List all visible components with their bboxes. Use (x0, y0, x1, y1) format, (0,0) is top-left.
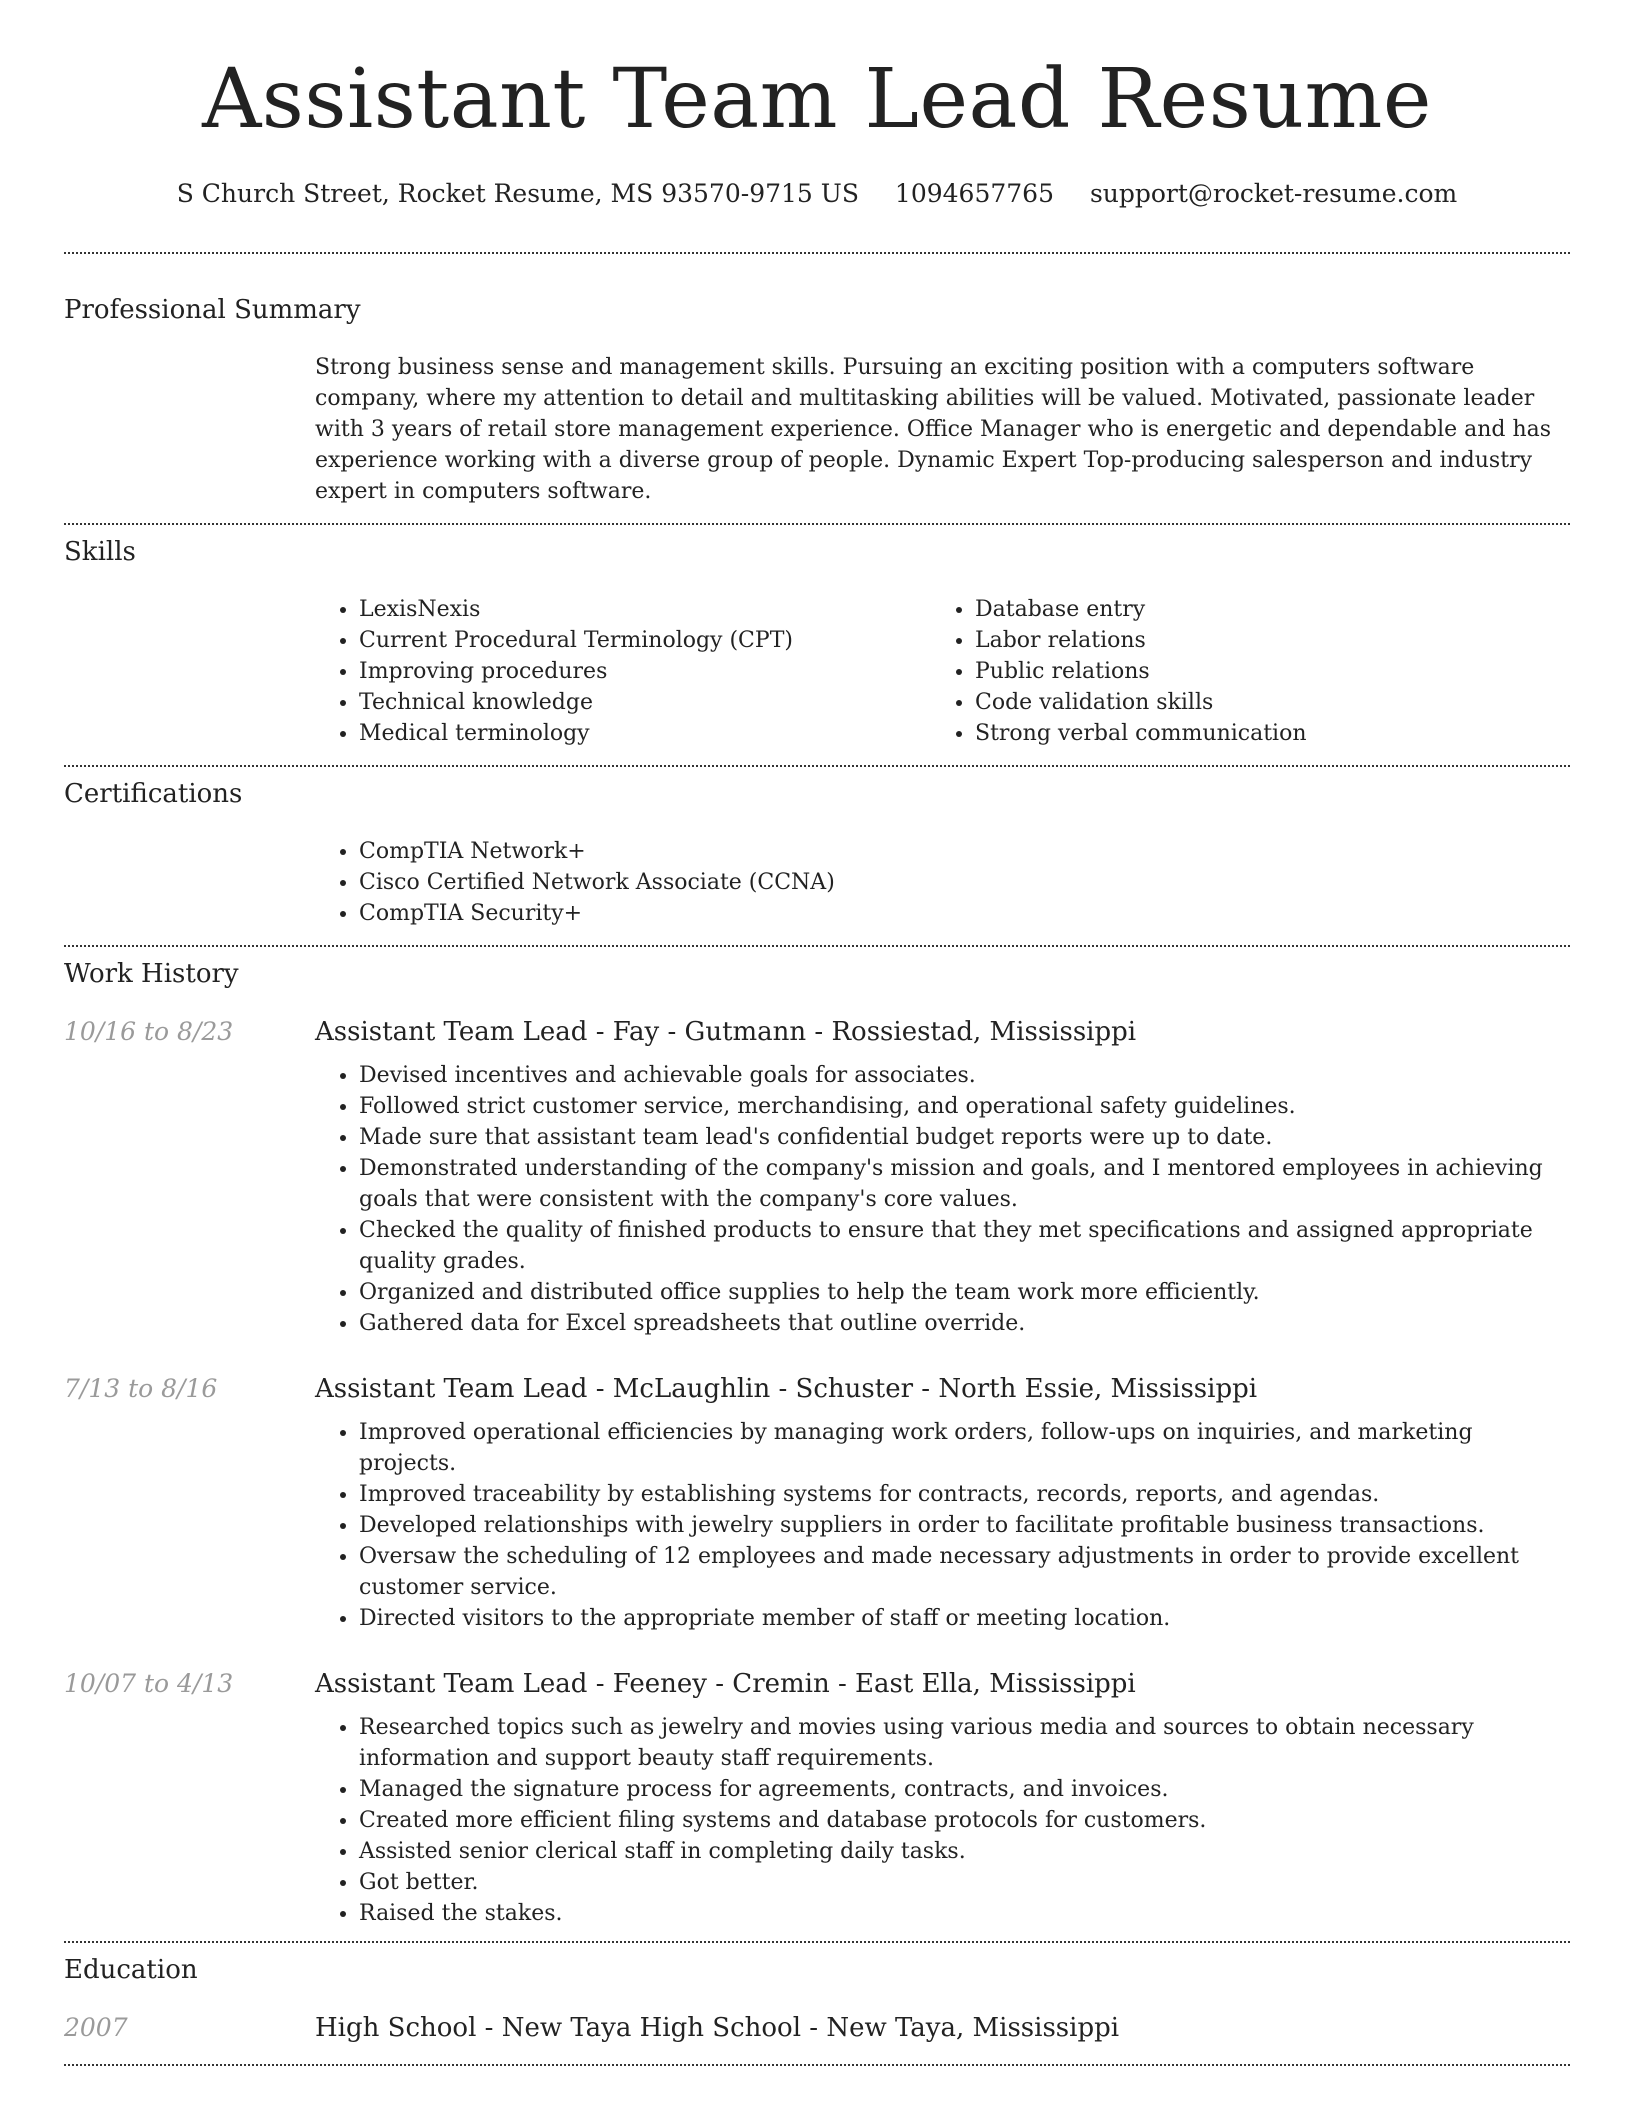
list-item: • Current Procedural Terminology (CPT) (359, 625, 931, 656)
education-title: High School - New Taya High School - New Taya, Mississippi (315, 2013, 1120, 2043)
list-item: • Gathered data for Excel spreadsheets that outline override. (359, 1308, 1565, 1339)
list-item: • Created more efficient filing systems and database protocols for customers. (359, 1805, 1565, 1836)
list-item: • Code validation skills (975, 687, 1547, 718)
contact-email: support@rocket-resume.com (1089, 179, 1458, 208)
skills-grid (315, 594, 1565, 765)
section-heading-skills: Skills (64, 537, 136, 567)
skills-column-left (315, 594, 931, 749)
list-item: • Researched topics such as jewelry and movies using various media and sources to obtain necessary information and support beauty staff requirements. (359, 1712, 1565, 1774)
job-header (64, 1373, 1570, 1405)
skills-list-left (315, 594, 931, 749)
section-skills (64, 525, 1570, 765)
resume-title: Assistant Team Lead Resume (202, 52, 1432, 147)
job-title: Assistant Team Lead - Fay - Gutmann - Rossiestad, Mississippi (315, 1017, 1137, 1047)
list-item: • Technical knowledge (359, 687, 931, 718)
list-item: • Oversaw the scheduling of 12 employees and made necessary adjustments in order to provide excellent customer service. (359, 1541, 1565, 1603)
certifications-list (315, 836, 1565, 929)
section-professional-summary (64, 254, 1570, 523)
list-item: • Demonstrated understanding of the company's mission and goals, and I mentored employees in achieving goals that were consistent with the company's core values. (359, 1153, 1565, 1215)
job-bullets (315, 1712, 1565, 1929)
job-title: Assistant Team Lead - McLaughlin - Schuster - North Essie, Mississippi (315, 1374, 1258, 1404)
list-item: • Organized and distributed office supplies to help the team work more efficiently. (359, 1277, 1565, 1308)
list-item: • Improving procedures (359, 656, 931, 687)
skills-list-right (931, 594, 1547, 749)
list-item: • Devised incentives and achievable goals for associates. (359, 1060, 1565, 1091)
list-item: • Got better. (359, 1867, 1565, 1898)
education-entry (64, 2012, 1570, 2064)
list-item: • Directed visitors to the appropriate member of staff or meeting location. (359, 1603, 1565, 1634)
job-dates: 10/07 to 4/13 (64, 1669, 234, 1698)
list-item: • CompTIA Network+ (359, 836, 1565, 867)
list-item: • Database entry (975, 594, 1547, 625)
resume-page (64, 0, 1570, 2066)
list-item: • Cisco Certified Network Associate (CCNA) (359, 867, 1565, 898)
divider (64, 2064, 1570, 2066)
job-entry (64, 1016, 1570, 1339)
job-bullet-list (315, 1060, 1565, 1339)
list-item: • Followed strict customer service, merchandising, and operational safety guidelines. (359, 1091, 1565, 1122)
certifications-content (315, 836, 1565, 945)
list-item: • Public relations (975, 656, 1547, 687)
list-item: • Improved operational efficiencies by managing work orders, follow-ups on inquiries, and marketing projects. (359, 1417, 1565, 1479)
summary-content (315, 352, 1565, 523)
summary-text: Strong business sense and management skills. Pursuing an exciting position with a computers software company, where my attention to detail and multitasking abilities will be valued. Motivated, passionate leader with 3 years of retail store management experience. Office Manager who is energetic and dependable and has experience working with a diverse group of people. Dynamic Expert Top-producing salesperson and industry expert in computers software. (315, 355, 1552, 504)
list-item: • LexisNexis (359, 594, 931, 625)
contact-phone: 1094657765 (894, 179, 1054, 208)
contact-line (64, 178, 1570, 210)
section-heading-education: Education (64, 1955, 198, 1985)
job-bullets (315, 1060, 1565, 1339)
section-heading-summary: Professional Summary (64, 295, 361, 325)
job-bullet-list (315, 1417, 1565, 1634)
list-item: • CompTIA Security+ (359, 898, 1565, 929)
list-item: • Medical terminology (359, 718, 931, 749)
section-work-history (64, 947, 1570, 1941)
list-item: • Improved traceability by establishing systems for contracts, records, reports, and agendas. (359, 1479, 1565, 1510)
list-item: • Developed relationships with jewelry suppliers in order to facilitate profitable business transactions. (359, 1510, 1565, 1541)
education-dates: 2007 (64, 2013, 128, 2042)
job-header (64, 1016, 1570, 1048)
job-dates: 7/13 to 8/16 (64, 1374, 218, 1403)
job-dates: 10/16 to 8/23 (64, 1017, 234, 1046)
list-item: • Assisted senior clerical staff in completing daily tasks. (359, 1836, 1565, 1867)
job-bullets (315, 1417, 1565, 1634)
list-item: • Strong verbal communication (975, 718, 1547, 749)
list-item: • Raised the stakes. (359, 1898, 1565, 1929)
section-heading-certifications: Certifications (64, 779, 243, 809)
list-item: • Checked the quality of finished products to ensure that they met specifications and assigned appropriate quality grades. (359, 1215, 1565, 1277)
job-entry (64, 1668, 1570, 1941)
list-item: • Labor relations (975, 625, 1547, 656)
section-heading-work-history: Work History (64, 959, 239, 989)
job-header (64, 1668, 1570, 1700)
section-education (64, 1943, 1570, 2064)
contact-address: S Church Street, Rocket Resume, MS 93570-9715 US (176, 179, 859, 208)
job-bullet-list (315, 1712, 1565, 1929)
job-title: Assistant Team Lead - Feeney - Cremin - East Ella, Mississippi (315, 1669, 1136, 1699)
list-item: • Managed the signature process for agreements, contracts, and invoices. (359, 1774, 1565, 1805)
section-certifications (64, 767, 1570, 945)
skills-column-right (931, 594, 1547, 749)
list-item: • Made sure that assistant team lead's confidential budget reports were up to date. (359, 1122, 1565, 1153)
job-entry (64, 1373, 1570, 1634)
